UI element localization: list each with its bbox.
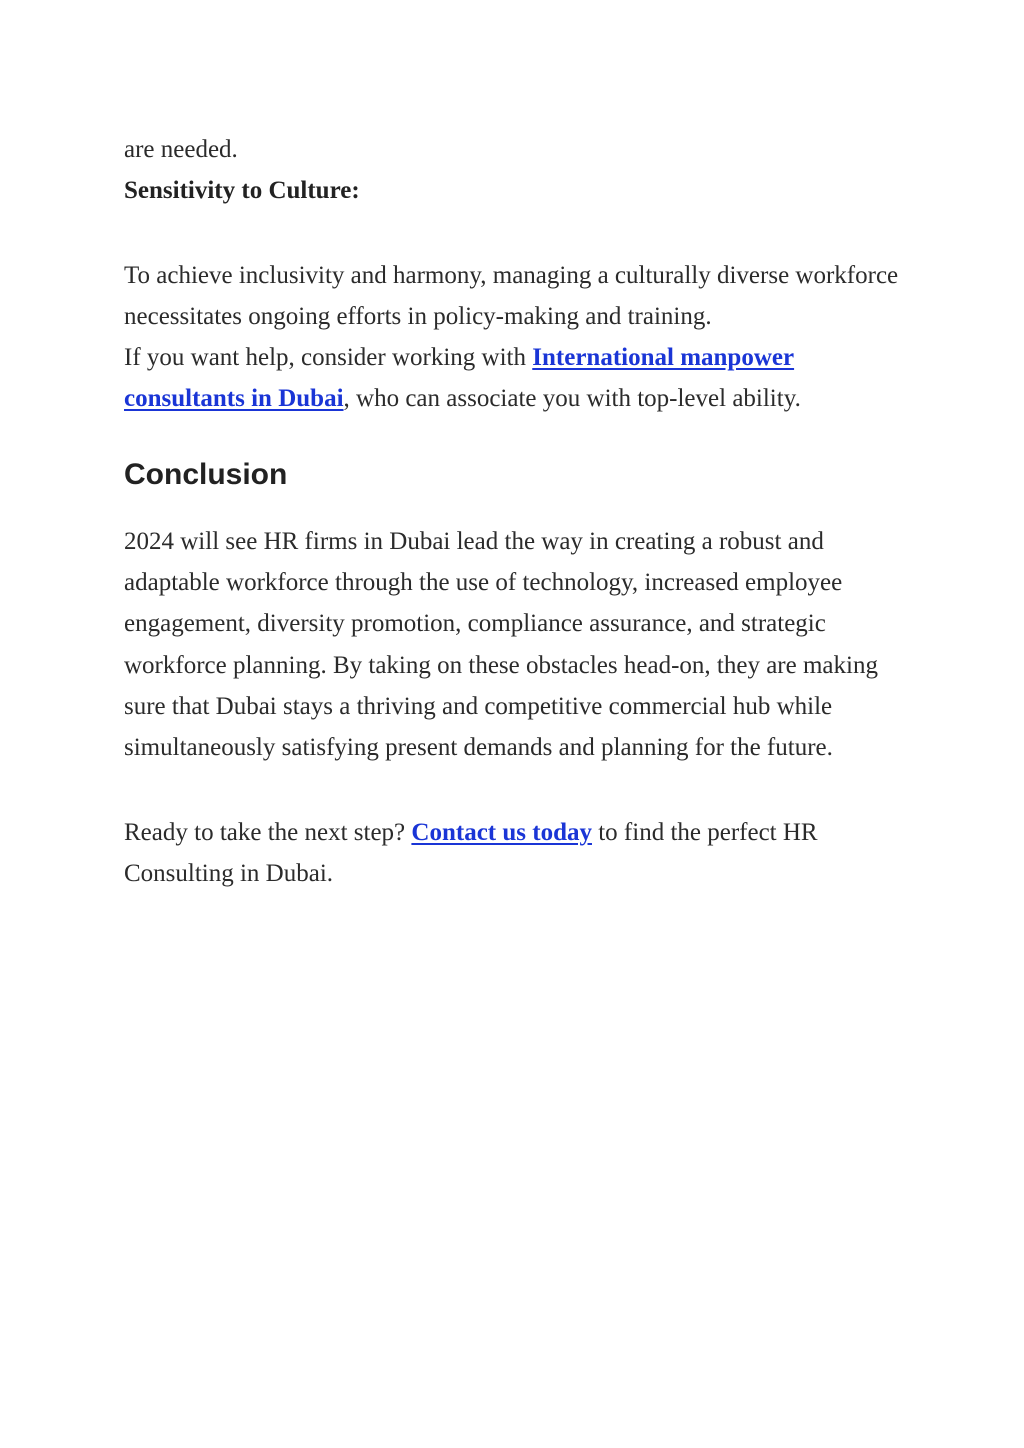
spacer bbox=[124, 769, 914, 812]
contact-us-link[interactable]: Contact us today bbox=[411, 818, 592, 846]
cta-paragraph bbox=[124, 812, 914, 895]
document-page bbox=[124, 129, 914, 894]
culture-paragraph: To achieve inclusivity and harmony, managing a culturally diverse workforce necessitates ongoing efforts in policy-making and training. bbox=[124, 261, 899, 330]
culture-subheading: Sensitivity to Culture: bbox=[124, 177, 360, 205]
spacer bbox=[124, 212, 914, 255]
manpower-consultants-link[interactable]: International manpower consultants in Dubai bbox=[124, 344, 795, 413]
help-prefix: If you want help, consider working with bbox=[124, 344, 533, 372]
conclusion-heading: Conclusion bbox=[124, 457, 288, 491]
help-suffix: , who can associate you with top-level ability. bbox=[343, 385, 801, 413]
paragraph-fragment: are needed. bbox=[124, 136, 238, 163]
help-paragraph bbox=[124, 337, 914, 420]
conclusion-paragraph: 2024 will see HR firms in Dubai lead the way in creating a robust and adaptable workforce through the use of technology, increased employee engagement, diversity promotion, compliance assurance, and strategic workforce planning. By taking on these obstacles head-on, they are making sure that Dubai stays a thriving and competitive commercial hub while simultaneously satisfying present demands and planning for the future. bbox=[124, 527, 878, 762]
cta-prefix: Ready to take the next step? bbox=[124, 818, 412, 846]
cta-suffix: to find the perfect HR Consulting in Dubai. bbox=[124, 818, 818, 887]
